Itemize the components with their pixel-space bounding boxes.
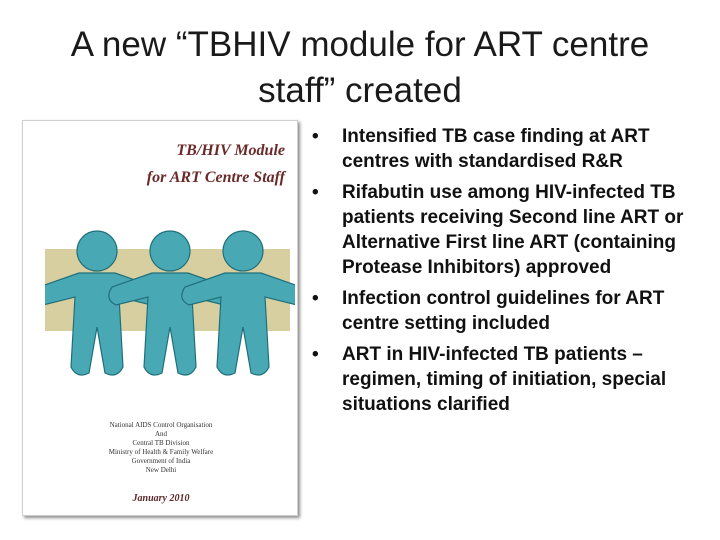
bullet-marker: • <box>312 182 319 203</box>
bullet-text: Infection control guidelines for ART centre setting included <box>342 288 665 334</box>
paper-person-figure <box>109 231 231 375</box>
slide-title-line-1: A new “TBHIV module for ART centre <box>70 25 650 64</box>
paper-people-figures-icon <box>45 225 295 385</box>
cover-org-line: Central TB Division <box>132 439 190 447</box>
paper-person-figure <box>45 231 158 375</box>
cover-org-line: Government of India <box>131 457 191 465</box>
cover-org-line: Ministry of Health & Family Welfare <box>108 448 214 456</box>
bullet-item <box>306 286 716 336</box>
cover-organisation-block <box>43 421 279 475</box>
bullet-marker: • <box>312 126 319 147</box>
bullet-marker: • <box>312 288 319 309</box>
bullet-text: Intensified TB case finding at ART centres with standardised R&R <box>342 126 650 172</box>
cover-title-line-1: TB/HIV Module <box>176 142 285 159</box>
bullet-text: Rifabutin use among HIV-infected TB patients receiving Second line ART or Alternative First line ART (containing Protease Inhibitors) approved <box>342 182 684 278</box>
slide-title-line-2: staff” created <box>258 71 462 110</box>
bullet-marker: • <box>312 344 319 365</box>
cover-title <box>99 137 285 191</box>
cover-org-line: And <box>154 430 168 438</box>
bullet-text: ART in HIV-infected TB patients – regimen, timing of initiation, special situations clarified <box>342 344 667 415</box>
bullet-item <box>306 180 716 280</box>
cover-org-line: New Delhi <box>145 466 177 474</box>
cover-date: January 2010 <box>132 493 190 504</box>
module-cover-image <box>22 120 298 516</box>
bullet-item <box>306 124 716 174</box>
bullet-list <box>306 124 716 423</box>
paper-person-figure <box>182 231 295 375</box>
bullet-item <box>306 342 716 417</box>
cover-title-line-2: for ART Centre Staff <box>146 169 285 186</box>
slide-title <box>30 22 690 114</box>
cover-org-line: National AIDS Control Organisation <box>109 421 213 429</box>
